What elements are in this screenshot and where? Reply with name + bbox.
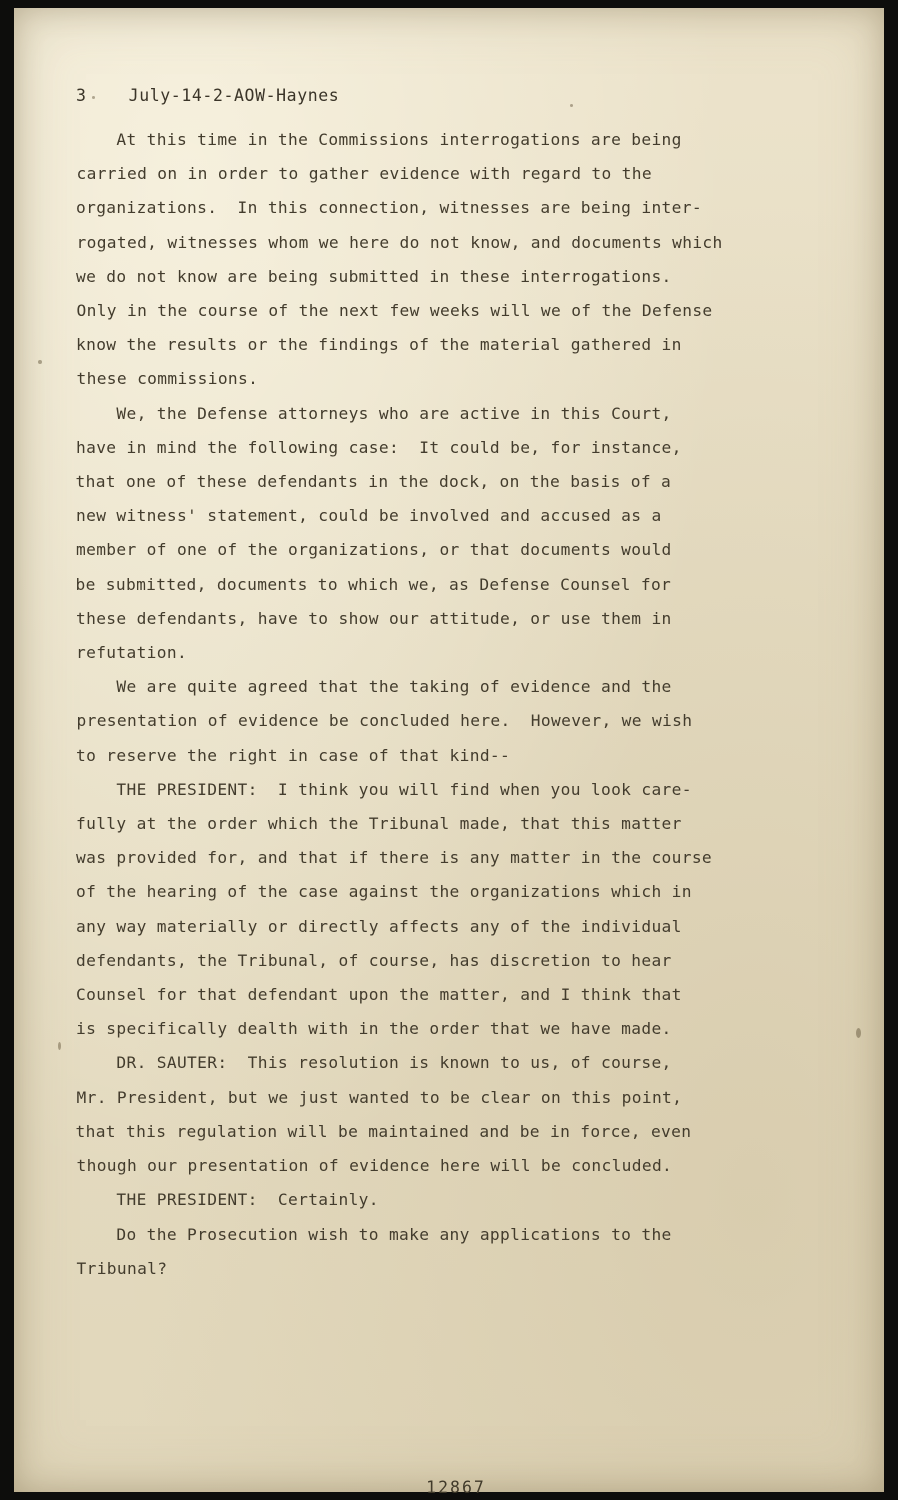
transcript-line: At this time in the Commissions interrogations are being xyxy=(76,130,682,149)
transcript-paragraph xyxy=(76,670,836,773)
transcript-paragraph xyxy=(76,123,836,397)
transcript-line: Tribunal? xyxy=(76,1258,168,1278)
transcript-paragraph xyxy=(76,773,836,1047)
transcript-line: carried on in order to gather evidence with regard to the xyxy=(76,164,652,184)
transcript-paragraph xyxy=(76,1183,836,1217)
transcript-line: that one of these defendants in the dock, on the basis of a xyxy=(75,472,672,492)
transcript-line: any way materially or directly affects any of the individual xyxy=(76,916,682,936)
document-body xyxy=(75,86,836,1497)
document-page xyxy=(14,8,884,1497)
transcript-line: organizations. In this connection, witnesses are being inter- xyxy=(76,198,702,218)
transcript-line: new witness' statement, could be involved and accused as a xyxy=(76,506,662,526)
transcript-line: though our presentation of evidence here will be concluded. xyxy=(76,1156,673,1176)
paper-speck xyxy=(38,360,42,364)
transcript-line: we do not know are being submitted in these interrogations. xyxy=(76,266,672,286)
transcript-line: that this regulation will be maintained and be in force, even xyxy=(75,1121,692,1141)
transcript-line: member of one of the organizations, or that documents would xyxy=(76,540,672,560)
transcript-paragraph xyxy=(76,1218,836,1286)
transcript-paragraph xyxy=(76,1046,836,1183)
transcript-line: defendants, the Tribunal, of course, has discretion to hear xyxy=(76,950,672,970)
transcript-line: know the results or the findings of the material gathered in xyxy=(76,335,682,355)
transcript-line: these defendants, have to show our attitude, or use them in xyxy=(76,608,672,628)
transcript-line: refutation. xyxy=(76,643,188,663)
transcript-line: THE PRESIDENT: I think you will find when you look care- xyxy=(76,779,692,799)
transcript-line: rogated, witnesses whom we here do not know, and documents which xyxy=(76,232,723,252)
transcript-line: Mr. President, but we just wanted to be clear on this point, xyxy=(76,1087,683,1107)
transcript-line: be submitted, documents to which we, as Defense Counsel for xyxy=(75,574,672,594)
transcript-line: We are quite agreed that the taking of evidence and the xyxy=(76,677,672,697)
transcript-line: presentation of evidence be concluded here. However, we wish xyxy=(76,711,693,731)
transcript-paragraph xyxy=(76,397,836,671)
paper-speck xyxy=(58,1042,61,1050)
page-number: 12867 xyxy=(426,1478,486,1497)
transcript-line: was provided for, and that if there is any matter in the course xyxy=(76,848,713,868)
transcript-line: have in mind the following case: It could be, for instance, xyxy=(76,437,682,457)
transcript-line: to reserve the right in case of that kind-- xyxy=(76,745,511,765)
transcript-line: fully at the order which the Tribunal made, that this matter xyxy=(76,814,682,834)
transcript-line: THE PRESIDENT: Certainly. xyxy=(76,1190,379,1210)
transcript-line: of the hearing of the case against the organizations which in xyxy=(76,882,692,902)
transcript-line: DR. SAUTER: This resolution is known to us, of course, xyxy=(76,1053,672,1073)
transcript-line: Do the Prosecution wish to make any applications to the xyxy=(76,1224,672,1244)
transcript-line: these commissions. xyxy=(76,369,259,389)
transcript-line: Counsel for that defendant upon the matter, and I think that xyxy=(76,985,682,1005)
transcript-line: We, the Defense attorneys who are active in this Court, xyxy=(76,403,672,423)
transcript-line: Only in the course of the next few weeks will we of the Defense xyxy=(76,301,713,321)
paper-speck xyxy=(856,1028,861,1038)
transcript-line: is specifically dealth with in the order that we have made. xyxy=(76,1019,672,1039)
page-header: 3 July-14-2-AOW-Haynes xyxy=(76,86,340,105)
